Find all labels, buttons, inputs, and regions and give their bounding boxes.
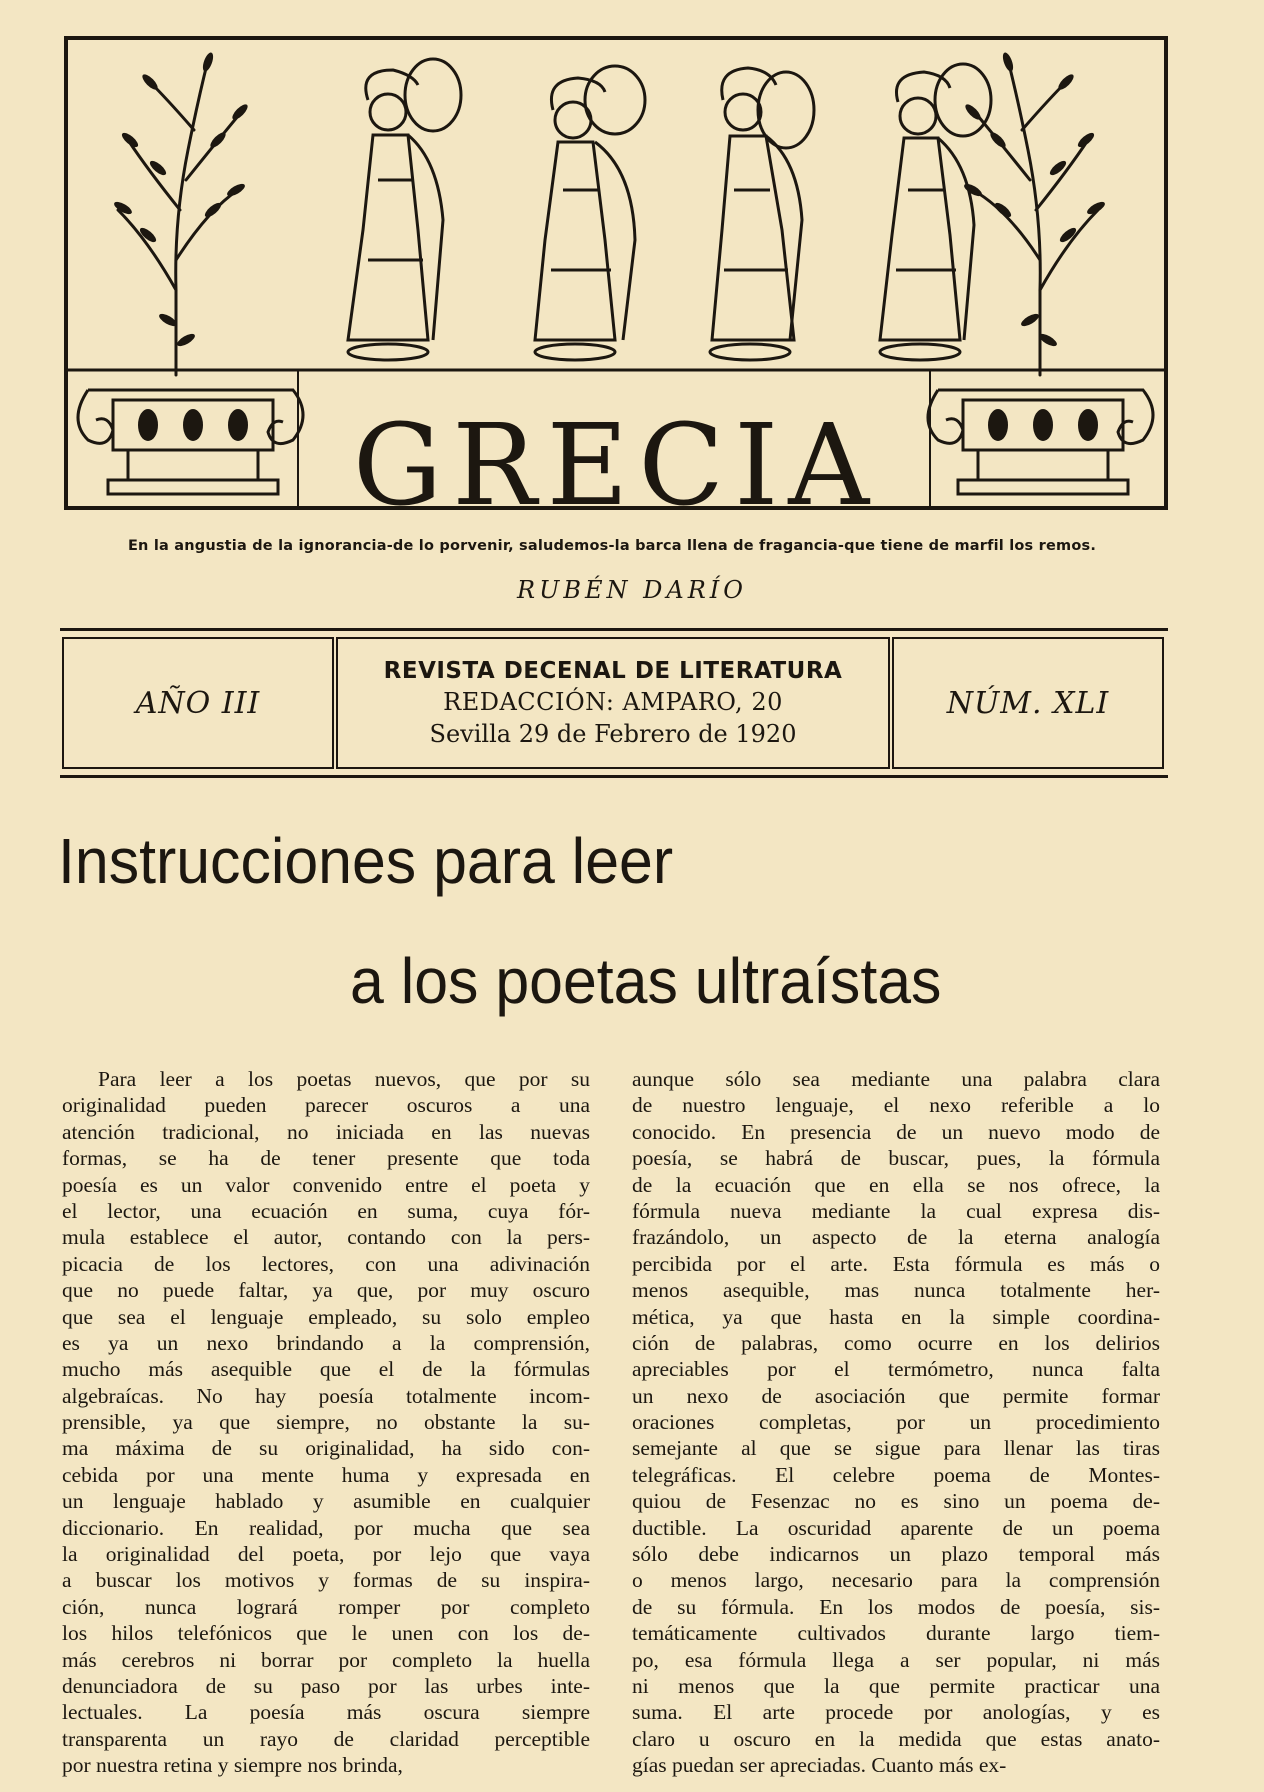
four-figures bbox=[348, 59, 991, 360]
article-column-right bbox=[632, 1066, 1160, 1779]
text-line: cebida por una mente huma y expresada en bbox=[62, 1462, 590, 1487]
text-line: apreciables por el termómetro, nunca falta bbox=[632, 1357, 1160, 1382]
text-line: algebraícas. No hay poesía totalmente incom- bbox=[62, 1383, 590, 1408]
editorial-address: REDACCIÓN: AMPARO, 20 bbox=[443, 688, 783, 716]
article-column-left bbox=[62, 1066, 590, 1779]
text-line: es ya un nexo brindando a la comprensión, bbox=[62, 1330, 590, 1355]
text-line: prensible, ya que siempre, no obstante la su- bbox=[62, 1410, 590, 1435]
text-line: suma. El arte procede por anologías, y es bbox=[632, 1700, 1160, 1725]
text-line: temáticamente cultivados durante largo tiem- bbox=[632, 1621, 1160, 1646]
text-line: conocido. En presencia de un nuevo modo de bbox=[632, 1119, 1160, 1144]
issue-number: NÚM. XLI bbox=[946, 685, 1110, 721]
text-line: aunque sólo sea mediante una palabra clara bbox=[632, 1067, 1160, 1091]
text-line: originalidad pueden parecer oscuros a una bbox=[62, 1093, 590, 1118]
text-line: telegráficas. El celebre poema de Montes- bbox=[632, 1462, 1160, 1487]
text-line: semejante al que se sigue para llenar las tiras bbox=[632, 1436, 1160, 1461]
text-line: po, esa fórmula llega a ser popular, ni más bbox=[632, 1647, 1160, 1672]
text-line: un lenguaje hablado y asumible en cualquier bbox=[62, 1489, 590, 1514]
article-title-line-1: Instrucciones para leer bbox=[58, 825, 674, 897]
text-line: o menos largo, necesario para la comprensión bbox=[632, 1568, 1160, 1593]
text-line: ductible. La oscuridad aparente de un poema bbox=[632, 1515, 1160, 1540]
text-line: formas, se ha de tener presente que toda bbox=[62, 1146, 590, 1171]
left-olive-tree bbox=[118, 60, 243, 375]
text-line: por nuestra retina y siempre nos brinda, bbox=[62, 1753, 403, 1778]
epigraph-signature: RUBÉN DARÍO bbox=[517, 576, 747, 604]
publication-type: REVISTA DECENAL DE LITERATURA bbox=[383, 658, 843, 684]
text-line: ni menos que la que permite practicar una bbox=[632, 1673, 1160, 1698]
text-line: percibida por el arte. Esta fórmula es más o bbox=[632, 1251, 1160, 1276]
text-line: que sea el lenguaje empleado, su solo empleo bbox=[62, 1304, 590, 1329]
text-line: sólo debe indicarnos un plazo temporal más bbox=[632, 1542, 1160, 1567]
text-line: claro u oscuro en la medida que estas anato- bbox=[632, 1726, 1160, 1751]
issue-date: Sevilla 29 de Febrero de 1920 bbox=[429, 720, 797, 748]
text-line: Para leer a los poetas nuevos, que por su bbox=[98, 1067, 590, 1091]
publication-box bbox=[336, 637, 890, 769]
text-line: de nuestro lenguaje, el nexo referible a lo bbox=[632, 1093, 1160, 1118]
text-line: el lector, una ecuación en suma, cuya fór- bbox=[62, 1198, 590, 1223]
text-line: lectuales. La poesía más oscura siempre bbox=[62, 1700, 590, 1725]
article-title-line-2: a los poetas ultraístas bbox=[350, 945, 942, 1017]
text-line: frazándolo, un aspecto de la eterna analogía bbox=[632, 1225, 1160, 1250]
text-line: poesía es un valor convenido entre el poeta y bbox=[62, 1172, 590, 1197]
text-line: diccionario. En realidad, por mucha que sea bbox=[62, 1515, 590, 1540]
text-line: mética, ya que hasta en la simple coordina- bbox=[632, 1304, 1160, 1329]
text-line: mula establece el autor, contando con la pers- bbox=[62, 1225, 590, 1250]
text-line: que no puede faltar, ya que, por muy oscuro bbox=[62, 1278, 590, 1303]
text-line: a buscar los motivos y formas de su inspira- bbox=[62, 1568, 590, 1593]
issue-number-box bbox=[892, 637, 1164, 769]
epigraph: En la angustia de la ignorancia-de lo porvenir, saludemos-la barca llena de fragancia-que tiene de marfil los remos. bbox=[127, 538, 1097, 554]
year-box bbox=[62, 637, 334, 769]
text-line: transparenta un rayo de claridad perceptible bbox=[62, 1726, 590, 1751]
year-label: AÑO III bbox=[135, 685, 261, 721]
text-line: de su fórmula. En los modos de poesía, sis- bbox=[632, 1594, 1160, 1619]
issue-info-band bbox=[60, 628, 1168, 778]
text-line: gías puedan ser apreciadas. Cuanto más ex- bbox=[632, 1753, 1007, 1778]
text-line: ma máxima de su originalidad, ha sido con- bbox=[62, 1436, 590, 1461]
text-line: de la ecuación que en ella se nos ofrece, la bbox=[632, 1172, 1160, 1197]
text-line: un nexo de asociación que permite formar bbox=[632, 1383, 1160, 1408]
text-line: más cerebros ni borrar por completo la huella bbox=[62, 1647, 590, 1672]
text-line: picacia de los lectores, con una adivinación bbox=[62, 1251, 590, 1276]
magazine-title: GRECIA bbox=[352, 401, 880, 531]
text-line: atención tradicional, no iniciada en las nuevas bbox=[62, 1119, 590, 1144]
text-line: la originalidad del poeta, por lejo que vaya bbox=[62, 1542, 590, 1567]
text-line: quiou de Fesenzac no es sino un poema de- bbox=[632, 1489, 1160, 1514]
text-line: ción de palabras, como ocurre en los delirios bbox=[632, 1330, 1160, 1355]
text-line: oraciones completas, por un procedimiento bbox=[632, 1410, 1160, 1435]
text-line: poesía, se habrá de buscar, pues, la fórmula bbox=[632, 1146, 1160, 1171]
text-line: ción, nunca logrará romper por completo bbox=[62, 1594, 590, 1619]
text-line: mucho más asequible que el de la fórmulas bbox=[62, 1357, 590, 1382]
text-line: denunciadora de su paso por las urbes inte- bbox=[62, 1673, 590, 1698]
text-line: fórmula nueva mediante la cual expresa dis- bbox=[632, 1198, 1160, 1223]
masthead bbox=[64, 36, 1168, 531]
text-line: los hilos telefónicos que le unen con los de- bbox=[62, 1621, 590, 1646]
text-line: menos asequible, mas nunca totalmente her- bbox=[632, 1278, 1160, 1303]
